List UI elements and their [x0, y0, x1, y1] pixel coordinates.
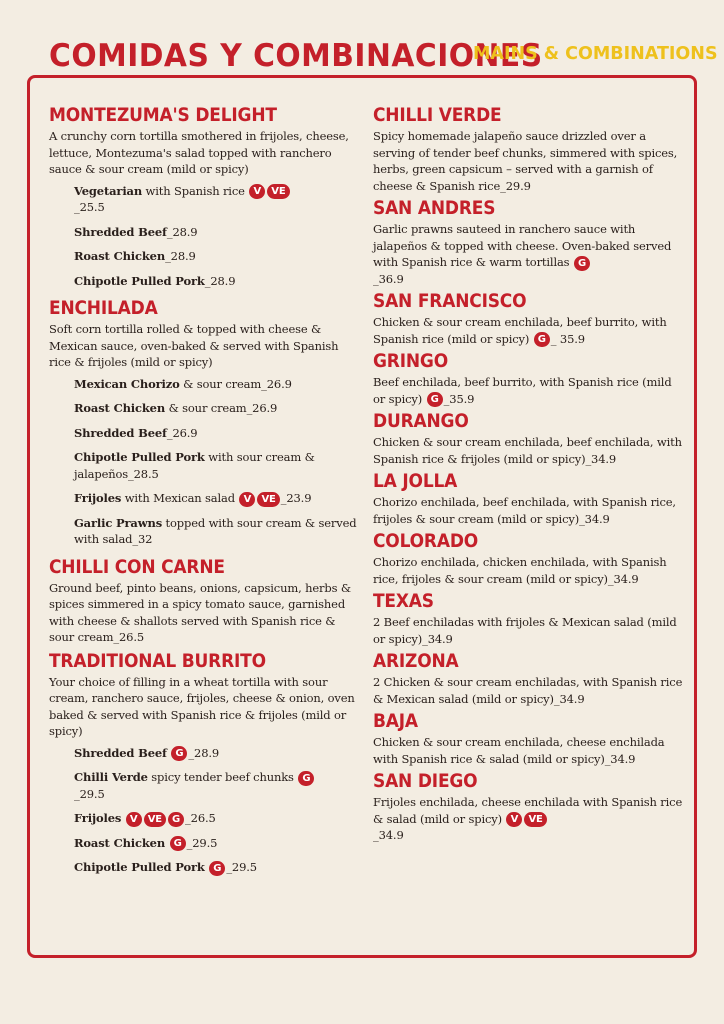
option-name: Shredded Beef: [74, 224, 167, 239]
dish-description: Garlic prawns sauteed in ranchero sauce with jalapeños & topped with cheese. Oven-baked served with Spanish rice & warm tortillas G _36.9: [373, 222, 672, 286]
dish-colorado: [373, 530, 683, 587]
dish-description: Chorizo enchilada, beef enchilada, with Spanish rice, frijoles & sour cream (mild or spicy)_34.9: [373, 495, 676, 526]
option-price: _28.9: [204, 273, 236, 288]
vegetarian-badge-icon: V: [126, 812, 142, 827]
option-name: Frijoles: [74, 491, 122, 505]
dish-name: DURANGO: [373, 411, 469, 432]
option-name: Chipotle Pulled Pork: [74, 450, 205, 464]
option-price: _32: [132, 532, 153, 546]
option-detail: topped with sour cream & served with salad: [74, 515, 357, 546]
dish-description: A crunchy corn tortilla smothered in frijoles, cheese, lettuce, Montezuma's salad topped with ranchero sauce & sour cream (mild or spicy): [49, 129, 349, 176]
option-roast-chicken: [74, 400, 359, 417]
dish-name: TEXAS: [373, 591, 434, 612]
vegan-badge-icon: VE: [257, 492, 279, 507]
dish-price: _34.9: [422, 631, 453, 646]
option-detail: spicy tender beef chunks: [147, 770, 298, 784]
vegetarian-badge-icon: V: [249, 184, 265, 199]
option-detail: & sour cream: [179, 376, 262, 391]
option-name: Roast Chicken: [74, 835, 166, 850]
dish-texas: [373, 590, 683, 647]
option-price: _29.5: [226, 860, 257, 874]
dish-price: _29.9: [500, 178, 531, 193]
gluten-free-badge-icon: G: [170, 836, 186, 851]
dish-description: Chicken & sour cream enchilada, cheese enchilada with Spanish rice & salad (mild or spicy)_34.9: [373, 735, 665, 766]
dish-arizona: [373, 650, 683, 707]
option-name: Vegetarian: [74, 183, 143, 198]
dish-price: _35.9: [443, 391, 475, 406]
dish-durango: [373, 410, 683, 467]
dish-price: _34.9: [579, 511, 610, 526]
option-detail: & sour cream: [165, 401, 247, 415]
vegan-badge-icon: VE: [267, 184, 289, 199]
option-price: _29.5: [74, 786, 105, 801]
option-garlic-prawns: [74, 515, 359, 548]
page-subtitle: MAINS & COMBINATIONS: [473, 44, 718, 64]
option-price: _28.5: [128, 466, 159, 481]
option-name: Chilli Verde: [74, 770, 148, 784]
option-name: Mexican Chorizo: [74, 376, 180, 391]
dish-description: Frijoles enchilada, cheese enchilada with Spanish rice & salad (mild or spicy) V VE _34.9: [373, 795, 683, 842]
dish-chilli-con-carne: [49, 556, 359, 646]
option-price: _25.5: [74, 200, 105, 214]
option-roast-chicken: [74, 835, 359, 852]
dish-name: GRINGO: [373, 351, 448, 372]
option-frijoles: [74, 490, 359, 507]
option-name: Roast Chicken: [74, 249, 166, 263]
option-chipotle-pulled-pork: [74, 449, 359, 482]
option-mexican-chorizo: [74, 376, 359, 393]
dish-price: _34.9: [553, 691, 585, 706]
menu-column-right: [373, 104, 683, 847]
dish-name: BAJA: [373, 711, 418, 732]
dish-san-diego: [373, 770, 683, 844]
option-vegetarian: [74, 183, 359, 216]
menu-column-left: [49, 104, 359, 884]
dish-chilli-verde: [373, 104, 683, 194]
dish-name: TRADITIONAL BURRITO: [49, 650, 266, 672]
gluten-free-badge-icon: G: [298, 771, 314, 786]
option-frijoles: [74, 810, 359, 827]
dish-price: _34.9: [604, 751, 636, 766]
dish-name: SAN FRANCISCO: [373, 291, 527, 312]
option-detail: with sour cream & jalapeños: [74, 450, 315, 481]
dish-description: Chicken & sour cream enchilada, beef burrito, with Spanish rice (mild or spicy) G _ 35.9: [373, 315, 667, 346]
dish-price: _26.5: [113, 630, 144, 644]
option-name: Shredded Beef: [74, 425, 167, 440]
dish-montezumas-delight: [49, 104, 359, 289]
dish-name: SAN DIEGO: [373, 771, 478, 792]
dish-name: CHILLI VERDE: [373, 105, 502, 126]
dish-description: Chorizo enchilada, chicken enchilada, with Spanish rice, frijoles & sour cream (mild or spicy)_34.9: [373, 555, 667, 586]
gluten-free-badge-icon: G: [171, 746, 187, 761]
dish-name: ENCHILADA: [49, 298, 158, 319]
option-price: _29.5: [186, 835, 218, 850]
option-price: _26.9: [261, 376, 292, 391]
dish-traditional-burrito: [49, 650, 359, 876]
option-price: _28.9: [165, 249, 196, 263]
option-price: _26.9: [166, 425, 198, 440]
dish-name: SAN ANDRES: [373, 198, 496, 219]
dish-price: _36.9: [373, 271, 404, 286]
option-name: Shredded Beef: [74, 745, 167, 760]
option-price: _23.9: [280, 491, 312, 505]
dish-name: MONTEZUMA'S DELIGHT: [49, 105, 277, 126]
dish-description: Ground beef, pinto beans, onions, capsicum, herbs & spices simmered in a spicy tomato sauce, garnished with cheese & shallots served with Spanish rice & sour cream_26.5: [49, 580, 351, 644]
dish-name: LA JOLLA: [373, 471, 458, 492]
vegan-badge-icon: VE: [524, 812, 546, 827]
dish-description: 2 Beef enchiladas with frijoles & Mexican salad (mild or spicy)_34.9: [373, 615, 677, 646]
option-chipotle-pulled-pork: [74, 273, 359, 290]
option-name: Garlic Prawns: [74, 515, 163, 530]
dish-price: _34.9: [585, 451, 617, 466]
dish-name: CHILLI CON CARNE: [49, 556, 225, 578]
dish-name: COLORADO: [373, 531, 479, 552]
vegan-badge-icon: VE: [144, 812, 166, 827]
dish-description: Spicy homemade jalapeño sauce drizzled over a serving of tender beef chunks, simmered with spices, herbs, green capsicum – served with a garnish of cheese & Spanish rice_29.9: [373, 129, 678, 193]
option-price: _26.9: [246, 401, 278, 415]
dish-gringo: [373, 350, 683, 407]
dish-description: Your choice of filling in a wheat tortilla with sour cream, ranchero sauce, frijoles, cheese & onion, oven baked & served with Spanish rice & frijoles (mild or spicy): [49, 674, 355, 738]
option-roast-chicken: [74, 248, 359, 265]
gluten-free-badge-icon: G: [168, 812, 184, 827]
dish-la-jolla: [373, 470, 683, 527]
dish-price: _ 35.9: [550, 331, 585, 346]
dish-san-andres: [373, 197, 683, 287]
dish-price: _34.9: [373, 828, 404, 842]
dish-description: Beef enchilada, beef burrito, with Spanish rice (mild or spicy) G _35.9: [373, 375, 672, 406]
gluten-free-badge-icon: G: [534, 332, 550, 347]
option-name: Roast Chicken: [74, 401, 166, 415]
dish-description: 2 Chicken & sour cream enchiladas, with Spanish rice & Mexican salad (mild or spicy)_34.9: [373, 675, 683, 706]
gluten-free-badge-icon: G: [209, 861, 225, 876]
option-detail: with Spanish rice: [142, 183, 249, 198]
dish-name: ARIZONA: [373, 651, 459, 672]
option-price: _28.9: [188, 745, 220, 760]
dish-baja: [373, 710, 683, 767]
dish-description: Chicken & sour cream enchilada, beef enchilada, with Spanish rice & frijoles (mild or spicy)_34.9: [373, 435, 682, 466]
gluten-free-badge-icon: G: [574, 256, 590, 271]
dish-enchilada: [49, 297, 359, 548]
option-shredded-beef: [74, 745, 359, 762]
option-name: Frijoles: [74, 811, 122, 825]
vegetarian-badge-icon: V: [239, 492, 255, 507]
page-title: COMIDAS Y COMBINACIONES: [49, 38, 543, 74]
vegetarian-badge-icon: V: [506, 812, 522, 827]
option-name: Chipotle Pulled Pork: [74, 860, 205, 874]
dish-san-francisco: [373, 290, 683, 347]
option-price: _28.9: [166, 224, 198, 239]
option-shredded-beef: [74, 224, 359, 241]
option-price: _26.5: [185, 811, 216, 825]
option-detail: with Mexican salad: [121, 491, 239, 505]
dish-description: Soft corn tortilla rolled & topped with cheese & Mexican sauce, oven-baked & served with Spanish rice & frijoles (mild or spicy): [49, 322, 339, 369]
option-name: Chipotle Pulled Pork: [74, 273, 205, 288]
option-chipotle-pulled-pork: [74, 859, 359, 876]
gluten-free-badge-icon: G: [427, 392, 443, 407]
option-shredded-beef: [74, 425, 359, 442]
option-chilli-verde: [74, 769, 359, 802]
dish-price: _34.9: [607, 571, 639, 586]
